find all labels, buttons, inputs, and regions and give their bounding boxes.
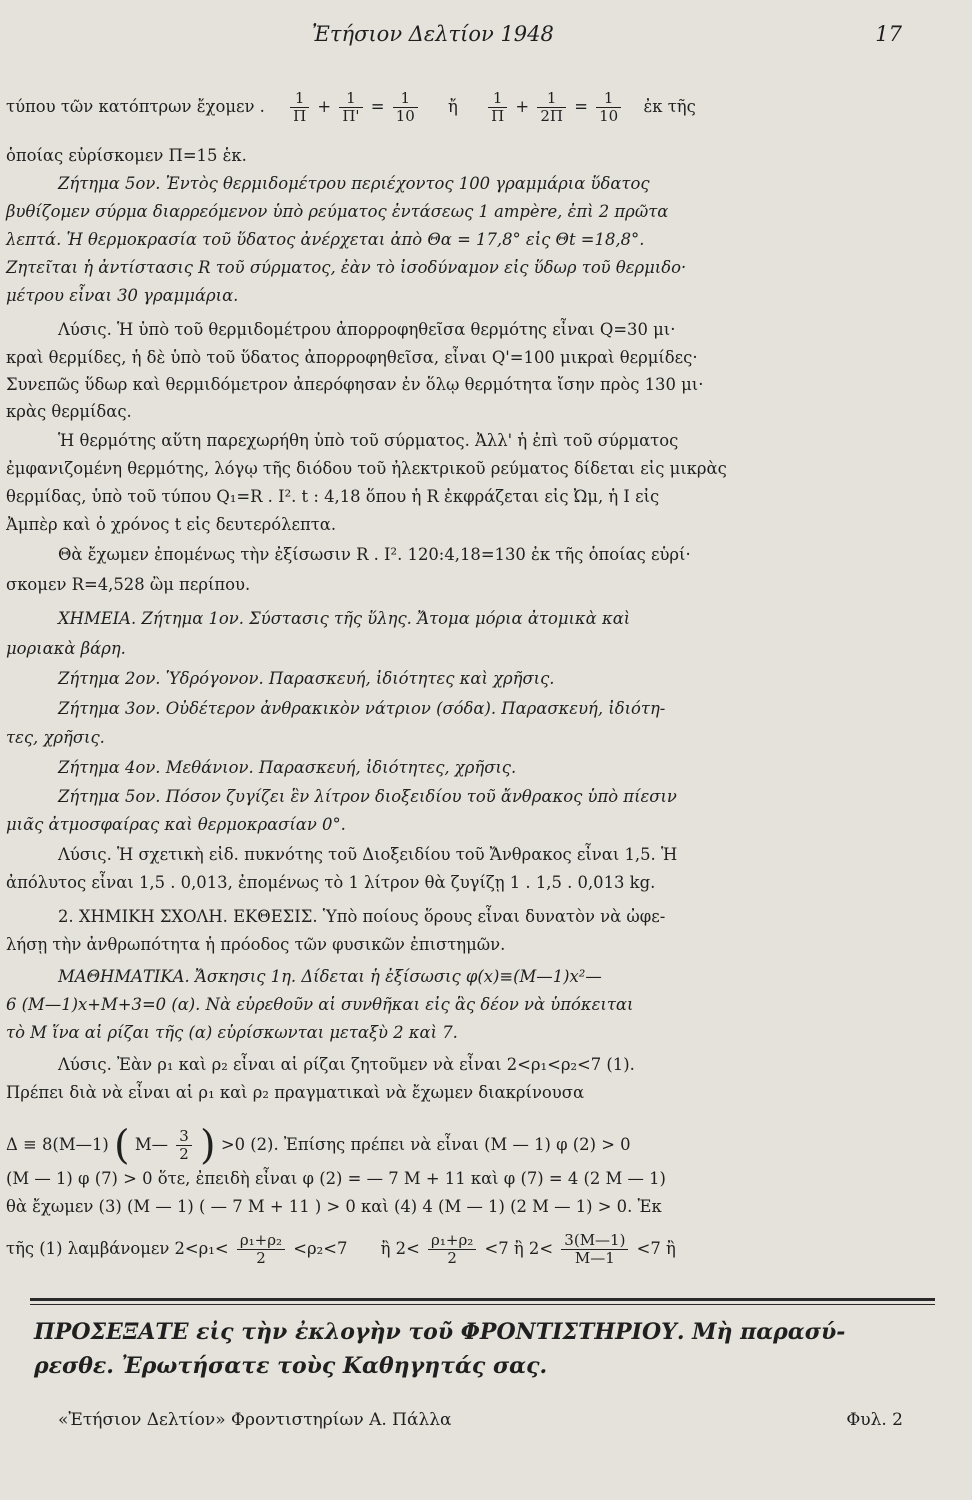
text-span: >0 (2). Ἐπίσης πρέπει νὰ εἶναι (M — 1) φ (2) > 0 <box>220 1135 631 1154</box>
text-line: θερμίδας, ὑπὸ τοῦ τύπου Q₁=R . I². t : 4,18 ὅπου ἡ R ἐκφράζεται εἰς Ὠμ, ἡ I εἰς <box>6 487 660 506</box>
text-line <box>6 90 941 125</box>
fraction <box>596 90 621 125</box>
numerator: 1 <box>537 90 566 108</box>
equation-line <box>6 1122 941 1169</box>
text-line: Ζήτημα 4ον. Μεθάνιον. Παρασκευή, ἰδιότητες, χρῆσις. <box>58 758 517 777</box>
text-line: θὰ ἔχωμεν (3) (M — 1) ( — 7 M + 11 ) > 0 καὶ (4) 4 (M — 1) (2 M — 1) > 0. Ἐκ <box>6 1197 662 1216</box>
text-span: <ρ₂<7 <box>293 1239 348 1258</box>
paren: ) <box>200 1122 216 1169</box>
text-line: ΜΑΘΗΜΑΤΙΚΑ. Ἄσκησις 1η. Δίδεται ἡ ἐξίσωσις φ(x)≡(M—1)x²— <box>58 967 602 986</box>
fraction <box>176 1128 192 1163</box>
text-line: Ἀμπὲρ καὶ ὁ χρόνος t εἰς δευτερόλεπτα. <box>6 515 337 534</box>
text-line: Λύσις. Ἡ σχετικὴ εἰδ. πυκνότης τοῦ Διοξειδίου τοῦ Ἄνθρακος εἶναι 1,5. Ἡ <box>58 845 678 864</box>
text-line: Λύσις. Ἐὰν ρ₁ καὶ ρ₂ εἶναι αἱ ρίζαι ζητοῦμεν νὰ εἶναι 2<ρ₁<ρ₂<7 (1). <box>58 1055 635 1074</box>
equals-sign: = <box>574 97 588 116</box>
text-line: (M — 1) φ (7) > 0 ὅτε, ἐπειδὴ εἶναι φ (2) = — 7 M + 11 καὶ φ (7) = 4 (2 M — 1) <box>6 1169 666 1188</box>
text-span: M— <box>134 1135 169 1154</box>
text-line: Πρέπει διὰ νὰ εἶναι αἱ ρ₁ καὶ ρ₂ πραγματικαὶ νὰ ἔχωμεν διακρίνουσα <box>6 1083 585 1102</box>
text-line: ὁποίας εὑρίσκομεν Π=15 ἑκ. <box>6 146 247 165</box>
text-line: Ζητεῖται ἡ ἀντίστασις R τοῦ σύρματος, ἐὰν τὸ ἰσοδύναμον εἰς ὕδωρ τοῦ θερμιδο· <box>6 258 687 277</box>
equals-sign: = <box>370 97 385 116</box>
denominator: Π <box>491 107 505 125</box>
text-line: κραὶ θερμίδες, ἡ δὲ ὑπὸ τοῦ ὕδατος ἀπορροφηθεῖσα, εἶναι Q'=100 μικραὶ θερμίδες· <box>6 348 698 367</box>
plus-sign: + <box>317 97 332 116</box>
numerator: 3 <box>176 1128 192 1146</box>
text-line: 2. ΧΗΜΙΚΗ ΣΧΟΛΗ. ΕΚΘΕΣΙΣ. Ὑπὸ ποίους ὅρους εἶναι δυνατὸν νὰ ὠφε- <box>58 907 666 926</box>
numerator: 1 <box>393 90 418 108</box>
numerator: 1 <box>339 90 362 108</box>
fraction <box>393 90 418 125</box>
text-span: Δ ≡ 8(M—1) <box>6 1135 109 1154</box>
denominator: 2Π <box>540 107 563 125</box>
running-title: Ἐτήσιον Δελτίον 1948 <box>312 22 554 46</box>
text-line: ἀπόλυτος εἶναι 1,5 . 0,013, ἐπομένως τὸ 1 λίτρον θὰ ζυγίζῃ 1 . 1,5 . 0,013 kg. <box>6 873 656 892</box>
fraction <box>237 1232 285 1267</box>
text-line: κρὰς θερμίδας. <box>6 402 132 421</box>
text-line: Συνεπῶς ὕδωρ καὶ θερμιδόμετρον ἀπερόφησαν ἐν ὅλῳ θερμότητα ἴσην πρὸς 130 μι· <box>6 375 704 394</box>
text-span: τύπου τῶν κατόπτρων ἔχομεν . <box>6 97 265 116</box>
text-line: Ζήτημα 5ον. Ἐντὸς θερμιδομέτρου περιέχοντος 100 γραμμάρια ὕδατος <box>58 174 650 193</box>
footer-sheet-number: Φυλ. 2 <box>846 1410 903 1430</box>
text-span: <7 ἢ 2< <box>484 1239 554 1258</box>
fraction <box>428 1232 476 1267</box>
notice-line: ΠΡΟΣΕΞΑΤΕ εἰς τὴν ἐκλογὴν τοῦ ΦΡΟΝΤΙΣΤΗΡΙΟΥ. Μὴ παρασύ- <box>34 1319 846 1345</box>
divider-rule <box>30 1298 935 1301</box>
numerator: 1 <box>596 90 621 108</box>
denominator: Π' <box>342 107 360 125</box>
denominator: 10 <box>395 107 415 125</box>
text-span: ἐκ τῆς <box>643 97 696 116</box>
text-line: λεπτά. Ἡ θερμοκρασία τοῦ ὕδατος ἀνέρχεται ἀπὸ Θα = 17,8° εἰς Θt =18,8°. <box>6 230 645 249</box>
text-line: σκομεν R=4,528 ὢμ περίπου. <box>6 575 251 594</box>
text-line: Ζήτημα 3ον. Οὐδέτερον ἀνθρακικὸν νάτριον (σόδα). Παρασκευή, ἰδιότη- <box>58 699 666 718</box>
text-line: Λύσις. Ἡ ὑπὸ τοῦ θερμιδομέτρου ἀπορροφηθεῖσα θερμότης εἶναι Q=30 μι· <box>58 320 676 339</box>
paren: ( <box>114 1122 130 1169</box>
text-span: <7 ἢ <box>636 1239 676 1258</box>
denominator: M—1 <box>574 1249 615 1267</box>
text-line: μοριακὰ βάρη. <box>6 639 126 658</box>
notice-line: ρεσθε. Ἐρωτήσατε τοὺς Καθηγητάς σας. <box>34 1353 548 1379</box>
denominator: 2 <box>256 1249 266 1267</box>
fraction <box>290 90 309 125</box>
numerator: 1 <box>488 90 507 108</box>
numerator: ρ₁+ρ₂ <box>428 1232 476 1250</box>
text-line: Θὰ ἔχωμεν ἐπομένως τὴν ἐξίσωσιν R . I². 120:4,18=130 ἐκ τῆς ὁποίας εὑρί· <box>58 545 691 564</box>
text-line: Ἡ θερμότης αὕτη παρεχωρήθη ὑπὸ τοῦ σύρματος. Ἀλλ' ἡ ἐπὶ τοῦ σύρματος <box>58 431 679 450</box>
text-line: 6 (M—1)x+M+3=0 (α). Νὰ εὑρεθοῦν αἱ συνθῆκαι εἰς ἃς δέον νὰ ὑπόκειται <box>6 995 634 1014</box>
numerator: 3(M—1) <box>561 1232 628 1250</box>
text-line: λήσῃ τὴν ἀνθρωπότητα ἡ πρόοδος τῶν φυσικῶν ἐπιστημῶν. <box>6 935 506 954</box>
fraction <box>561 1232 628 1267</box>
divider-rule <box>30 1304 935 1305</box>
denominator: 10 <box>599 107 619 125</box>
text-line: μιᾶς ἀτμοσφαίρας καὶ θερμοκρασίαν 0°. <box>6 815 346 834</box>
equation-line <box>6 1232 941 1267</box>
text-span: ἤ <box>448 97 458 116</box>
text-line: μέτρου εἶναι 30 γραμμάρια. <box>6 286 239 305</box>
denominator: Π <box>293 107 307 125</box>
footer-publication: «Ἐτήσιον Δελτίον» Φροντιστηρίων Α. Πάλλα <box>58 1410 452 1430</box>
denominator: 2 <box>179 1145 189 1163</box>
text-line: τες, χρῆσις. <box>6 728 105 747</box>
numerator: 1 <box>290 90 309 108</box>
fraction <box>488 90 507 125</box>
numerator: ρ₁+ρ₂ <box>237 1232 285 1250</box>
text-span: ἢ 2< <box>380 1239 420 1258</box>
denominator: 2 <box>447 1249 457 1267</box>
text-line: ἐμφανιζομένη θερμότης, λόγῳ τῆς διόδου τοῦ ἠλεκτρικοῦ ρεύματος δίδεται εἰς μικρὰς <box>6 459 727 478</box>
plus-sign: + <box>515 97 530 116</box>
text-line: βυθίζομεν σύρμα διαρρεόμενον ὑπὸ ρεύματος ἐντάσεως 1 ampère, ἐπὶ 2 πρῶτα <box>6 202 669 221</box>
fraction <box>339 90 362 125</box>
text-line: ΧΗΜΕΙΑ. Ζήτημα 1ον. Σύστασις τῆς ὕλης. Ἄτομα μόρια ἀτομικὰ καὶ <box>58 609 631 628</box>
text-line: Ζήτημα 5ον. Πόσον ζυγίζει ἓν λίτρον διοξειδίου τοῦ ἄνθρακος ὑπὸ πίεσιν <box>58 787 677 806</box>
text-span: τῆς (1) λαμβάνομεν 2<ρ₁< <box>6 1239 229 1258</box>
page-number: 17 <box>875 22 902 46</box>
text-line: Ζήτημα 2ον. Ὑδρόγονον. Παρασκευή, ἰδιότητες καὶ χρῆσις. <box>58 669 555 688</box>
text-line: τὸ M ἵνα αἱ ρίζαι τῆς (α) εὑρίσκωνται μεταξὺ 2 καὶ 7. <box>6 1023 458 1042</box>
fraction <box>537 90 566 125</box>
